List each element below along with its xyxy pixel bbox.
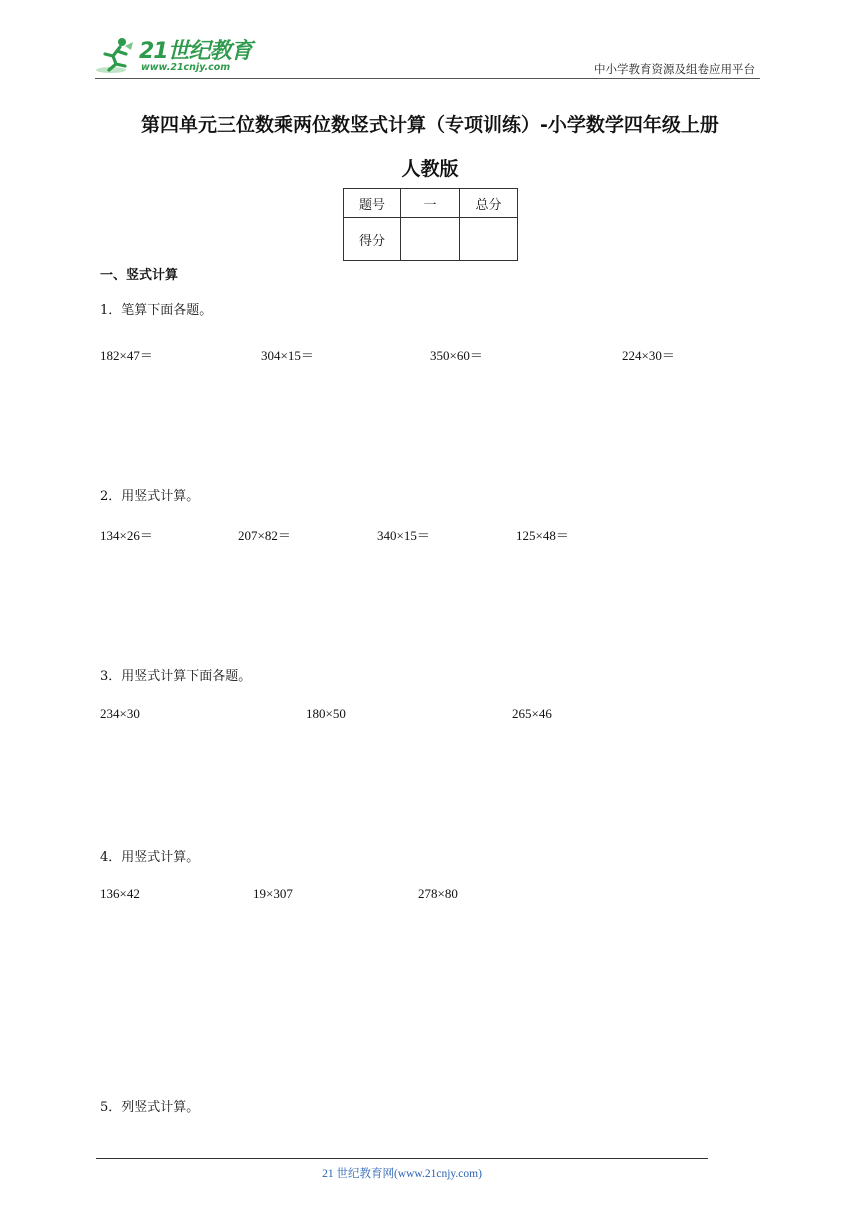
question-1-expr-3: 350×60＝ — [430, 348, 483, 363]
question-3-expr-2: 180×50 — [306, 706, 346, 721]
platform-label: 中小学教育资源及组卷应用平台 — [594, 62, 755, 76]
question-3-expr-3: 265×46 — [512, 706, 552, 721]
question-2-expr-3: 340×15＝ — [377, 528, 430, 543]
footer-divider — [96, 1158, 708, 1159]
question-4-expr-1: 136×42 — [100, 886, 140, 901]
question-2-expr-4: 125×48＝ — [516, 528, 569, 543]
question-1-expr-2: 304×15＝ — [261, 348, 314, 363]
question-2-title: 2．用竖式计算。 — [100, 489, 200, 504]
score-table — [343, 188, 518, 261]
document-title-line1: 第四单元三位数乘两位数竖式计算（专项训练）-小学数学四年级上册 — [141, 114, 719, 136]
runner-icon — [95, 36, 137, 76]
score-header-question-no: 题号 — [344, 189, 401, 218]
question-2-expr-1: 134×26＝ — [100, 528, 153, 543]
score-row-label: 得分 — [344, 218, 401, 261]
question-3-expr-1: 234×30 — [100, 706, 140, 721]
score-header-section-1: 一 — [401, 189, 460, 218]
question-4-expr-3: 278×80 — [418, 886, 458, 901]
question-1-expr-1: 182×47＝ — [100, 348, 153, 363]
question-2-expr-2: 207×82＝ — [238, 528, 291, 543]
question-5-title: 5．列竖式计算。 — [100, 1100, 200, 1115]
logo-text: 21世纪教育 — [139, 39, 252, 64]
score-header-total: 总分 — [460, 189, 518, 218]
header-divider — [95, 78, 760, 79]
question-1-expr-4: 224×30＝ — [622, 348, 675, 363]
question-1-title: 1．笔算下面各题。 — [100, 303, 213, 318]
score-cell-total — [460, 218, 518, 261]
question-4-expr-2: 19×307 — [253, 886, 293, 901]
logo-url: www.21cnjy.com — [141, 62, 231, 73]
question-4-title: 4．用竖式计算。 — [100, 850, 200, 865]
score-cell-section-1 — [401, 218, 460, 261]
document-title-line2: 人教版 — [401, 158, 459, 180]
section-heading: 一、竖式计算 — [100, 268, 179, 283]
footer-link[interactable]: 21 世纪教育网(www.21cnjy.com) — [322, 1168, 482, 1180]
question-3-title: 3．用竖式计算下面各题。 — [100, 669, 252, 684]
site-logo — [95, 34, 260, 78]
